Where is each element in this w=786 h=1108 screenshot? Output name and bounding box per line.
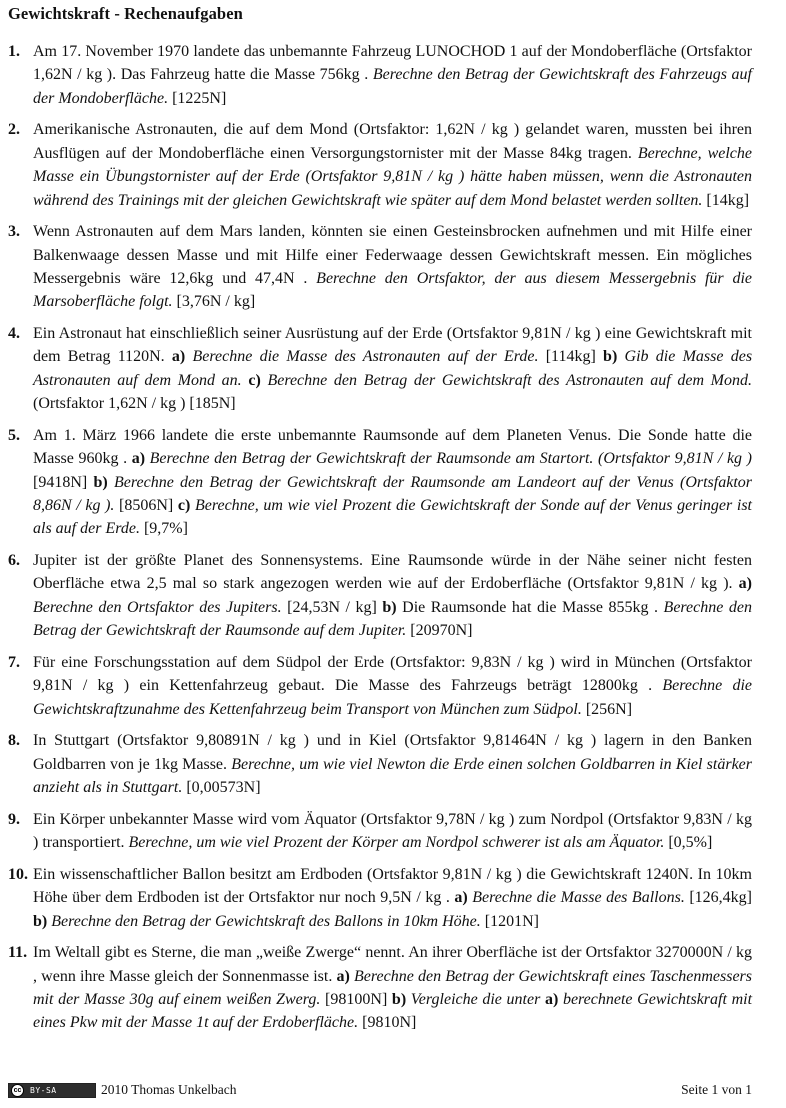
task-number: 4.	[8, 325, 20, 343]
task-text: Am 1. März 1966 landete die erste unbemannte Raumsonde auf dem Planeten Venus. Die Sonde hatte die Masse 960kg . a) Berechne den Betrag der Gewichtskraft der Raumsonde am Startort. (Ortsfaktor 9,81N / kg ) [9418N] b) Berechne den Betrag der Gewichtskraft der Raumsonde am Landeort auf der Venus (Ortsfaktor 8,86N / kg ). [8506N] c) Berechne, um wie viel Prozent die Gewichtskraft der Sonde auf der Venus geringer ist als auf der Erde. [9,7%]	[33, 426, 752, 538]
footer-author: 2010 Thomas Unkelbach	[101, 1082, 237, 1097]
task-text: Ein Astronaut hat einschließlich seiner Ausrüstung auf der Erde (Ortsfaktor 9,81N / kg ) eine Gewichtskraft mit dem Betrag 1120N. a) Berechne die Masse des Astronauten auf der Erde. [114kg] b) Gib die Masse des Astronauten auf dem Mond an. c) Berechne den Betrag der Gewichtskraft des Astronauten auf dem Mond. (Ortsfaktor 1,62N / kg ) [185N]	[33, 325, 753, 413]
task-number: 11.	[8, 944, 28, 962]
task-item	[8, 651, 752, 721]
page-title: Gewichtskraft - Rechenaufgaben	[8, 4, 243, 23]
task-item	[8, 941, 752, 1035]
cc-license-logo	[8, 1083, 96, 1098]
task-item	[8, 549, 752, 643]
task-number: 5.	[8, 426, 20, 444]
task-number: 2.	[8, 121, 20, 139]
task-text: Am 17. November 1970 landete das unbemannte Fahrzeug LUNOCHOD 1 auf der Mondoberfläche (Ortsfaktor 1,62N / kg ). Das Fahrzeug hatte die Masse 756kg . Berechne den Betrag der Gewichtskraft des Fahrzeugs auf der Mondoberfläche. [1225N]	[33, 43, 753, 107]
task-text: Für eine Forschungsstation auf dem Südpol der Erde (Ortsfaktor: 9,83N / kg ) wird in München (Ortsfaktor 9,81N / kg ) ein Kettenfahrzeug gebaut. Die Masse des Fahrzeugs beträgt 12800kg . Berechne die Gewichtskraftzunahme des Kettenfahrzeug beim Transport von München zum Südpol. [256N]	[33, 653, 753, 718]
task-text: Amerikanische Astronauten, die auf dem Mond (Ortsfaktor: 1,62N / kg ) gelandet waren, mussten bei ihren Ausflügen auf der Mondoberfläche einen Versorgungstornister mit der Masse 84kg tragen. Berechne, welche Masse ein Übungstornister auf der Erde (Ortsfaktor 9,81N / kg ) hätte haben müssen, wenn die Astronauten während des Trainings mit der gleichen Gewichtskraft wie später auf dem Mond belastet werden sollten. [14kg]	[33, 121, 753, 209]
task-item	[8, 220, 752, 314]
cc-icon: cc	[11, 1084, 24, 1097]
task-item	[8, 322, 752, 416]
task-number: 9.	[8, 810, 20, 828]
task-item	[8, 424, 752, 541]
task-item	[8, 40, 752, 110]
task-number: 1.	[8, 43, 20, 60]
task-number: 8.	[8, 732, 20, 750]
task-text: Ein Körper unbekannter Masse wird vom Äquator (Ortsfaktor 9,78N / kg ) zum Nordpol (Ortsfaktor 9,83N / kg ) transportiert. Berechne, um wie viel Prozent der Körper am Nordpol schwerer ist als am Äquator. [0,5%]	[33, 810, 752, 852]
task-item	[8, 863, 752, 933]
task-text: Jupiter ist der größte Planet des Sonnensystems. Eine Raumsonde würde in der Nähe seiner nicht festen Oberfläche etwa 2,5 mal so stark angezogen werden wie auf der Erdoberfläche (Ortsfaktor 9,81N / kg ). a) Berechne den Ortsfaktor des Jupiters. [24,53N / kg] b) Die Raumsonde hat die Masse 855kg . Berechne den Betrag der Gewichtskraft der Raumsonde auf dem Jupiter. [20970N]	[33, 552, 752, 640]
task-text: Im Weltall gibt es Sterne, die man „weiße Zwerge“ nennt. An ihrer Oberfläche ist der Ortsfaktor 3270000N / kg , wenn ihre Masse gleich der Sonnenmasse ist. a) Berechne den Betrag der Gewichtskraft eines Taschenmessers mit der Masse 30g auf einem weißen Zwerg. [98100N] b) Vergleiche die unter a) berechnete Gewichtskraft mit eines Pkw mit der Masse 1t auf der Erdoberfläche. [9810N]	[33, 944, 753, 1032]
task-text: Wenn Astronauten auf dem Mars landen, könnten sie einen Gesteinsbrocken aufnehmen und mit Hilfe einer Balkenwaage dessen Masse und mit Hilfe einer Federwaage dessen Gewichtskraft messen. Ein mögliches Messergebnis wäre 12,6kg und 47,4N . Berechne den Ortsfaktor, der aus diesem Messergebnis für die Marsoberfläche folgt. [3,76N / kg]	[33, 223, 753, 311]
task-number: 7.	[8, 653, 20, 671]
task-list	[8, 40, 752, 1043]
task-number: 3.	[8, 223, 20, 241]
task-number: 10.	[8, 865, 28, 883]
task-number: 6.	[8, 552, 20, 570]
cc-license-label: BY-SA	[30, 1086, 57, 1095]
task-text: Ein wissenschaftlicher Ballon besitzt am Erdboden (Ortsfaktor 9,81N / kg ) die Gewichtskraft 1240N. In 10km Höhe über dem Erdboden ist der Ortsfaktor nur noch 9,5N / kg . a) Berechne die Masse des Ballons. [126,4kg] b) Berechne den Betrag der Gewichtskraft des Ballons in 10km Höhe. [1201N]	[33, 865, 753, 930]
page-footer	[8, 1082, 752, 1102]
task-item	[8, 729, 752, 799]
task-item	[8, 118, 752, 212]
task-text: In Stuttgart (Ortsfaktor 9,80891N / kg ) und in Kiel (Ortsfaktor 9,81464N / kg ) lagern in den Banken Goldbarren von je 1kg Masse. Berechne, um wie viel Newton die Erde einen solchen Goldbarren in Kiel stärker anzieht als in Stuttgart. [0,00573N]	[33, 732, 752, 797]
task-item	[8, 808, 752, 855]
page-number: Seite 1 von 1	[681, 1082, 752, 1097]
